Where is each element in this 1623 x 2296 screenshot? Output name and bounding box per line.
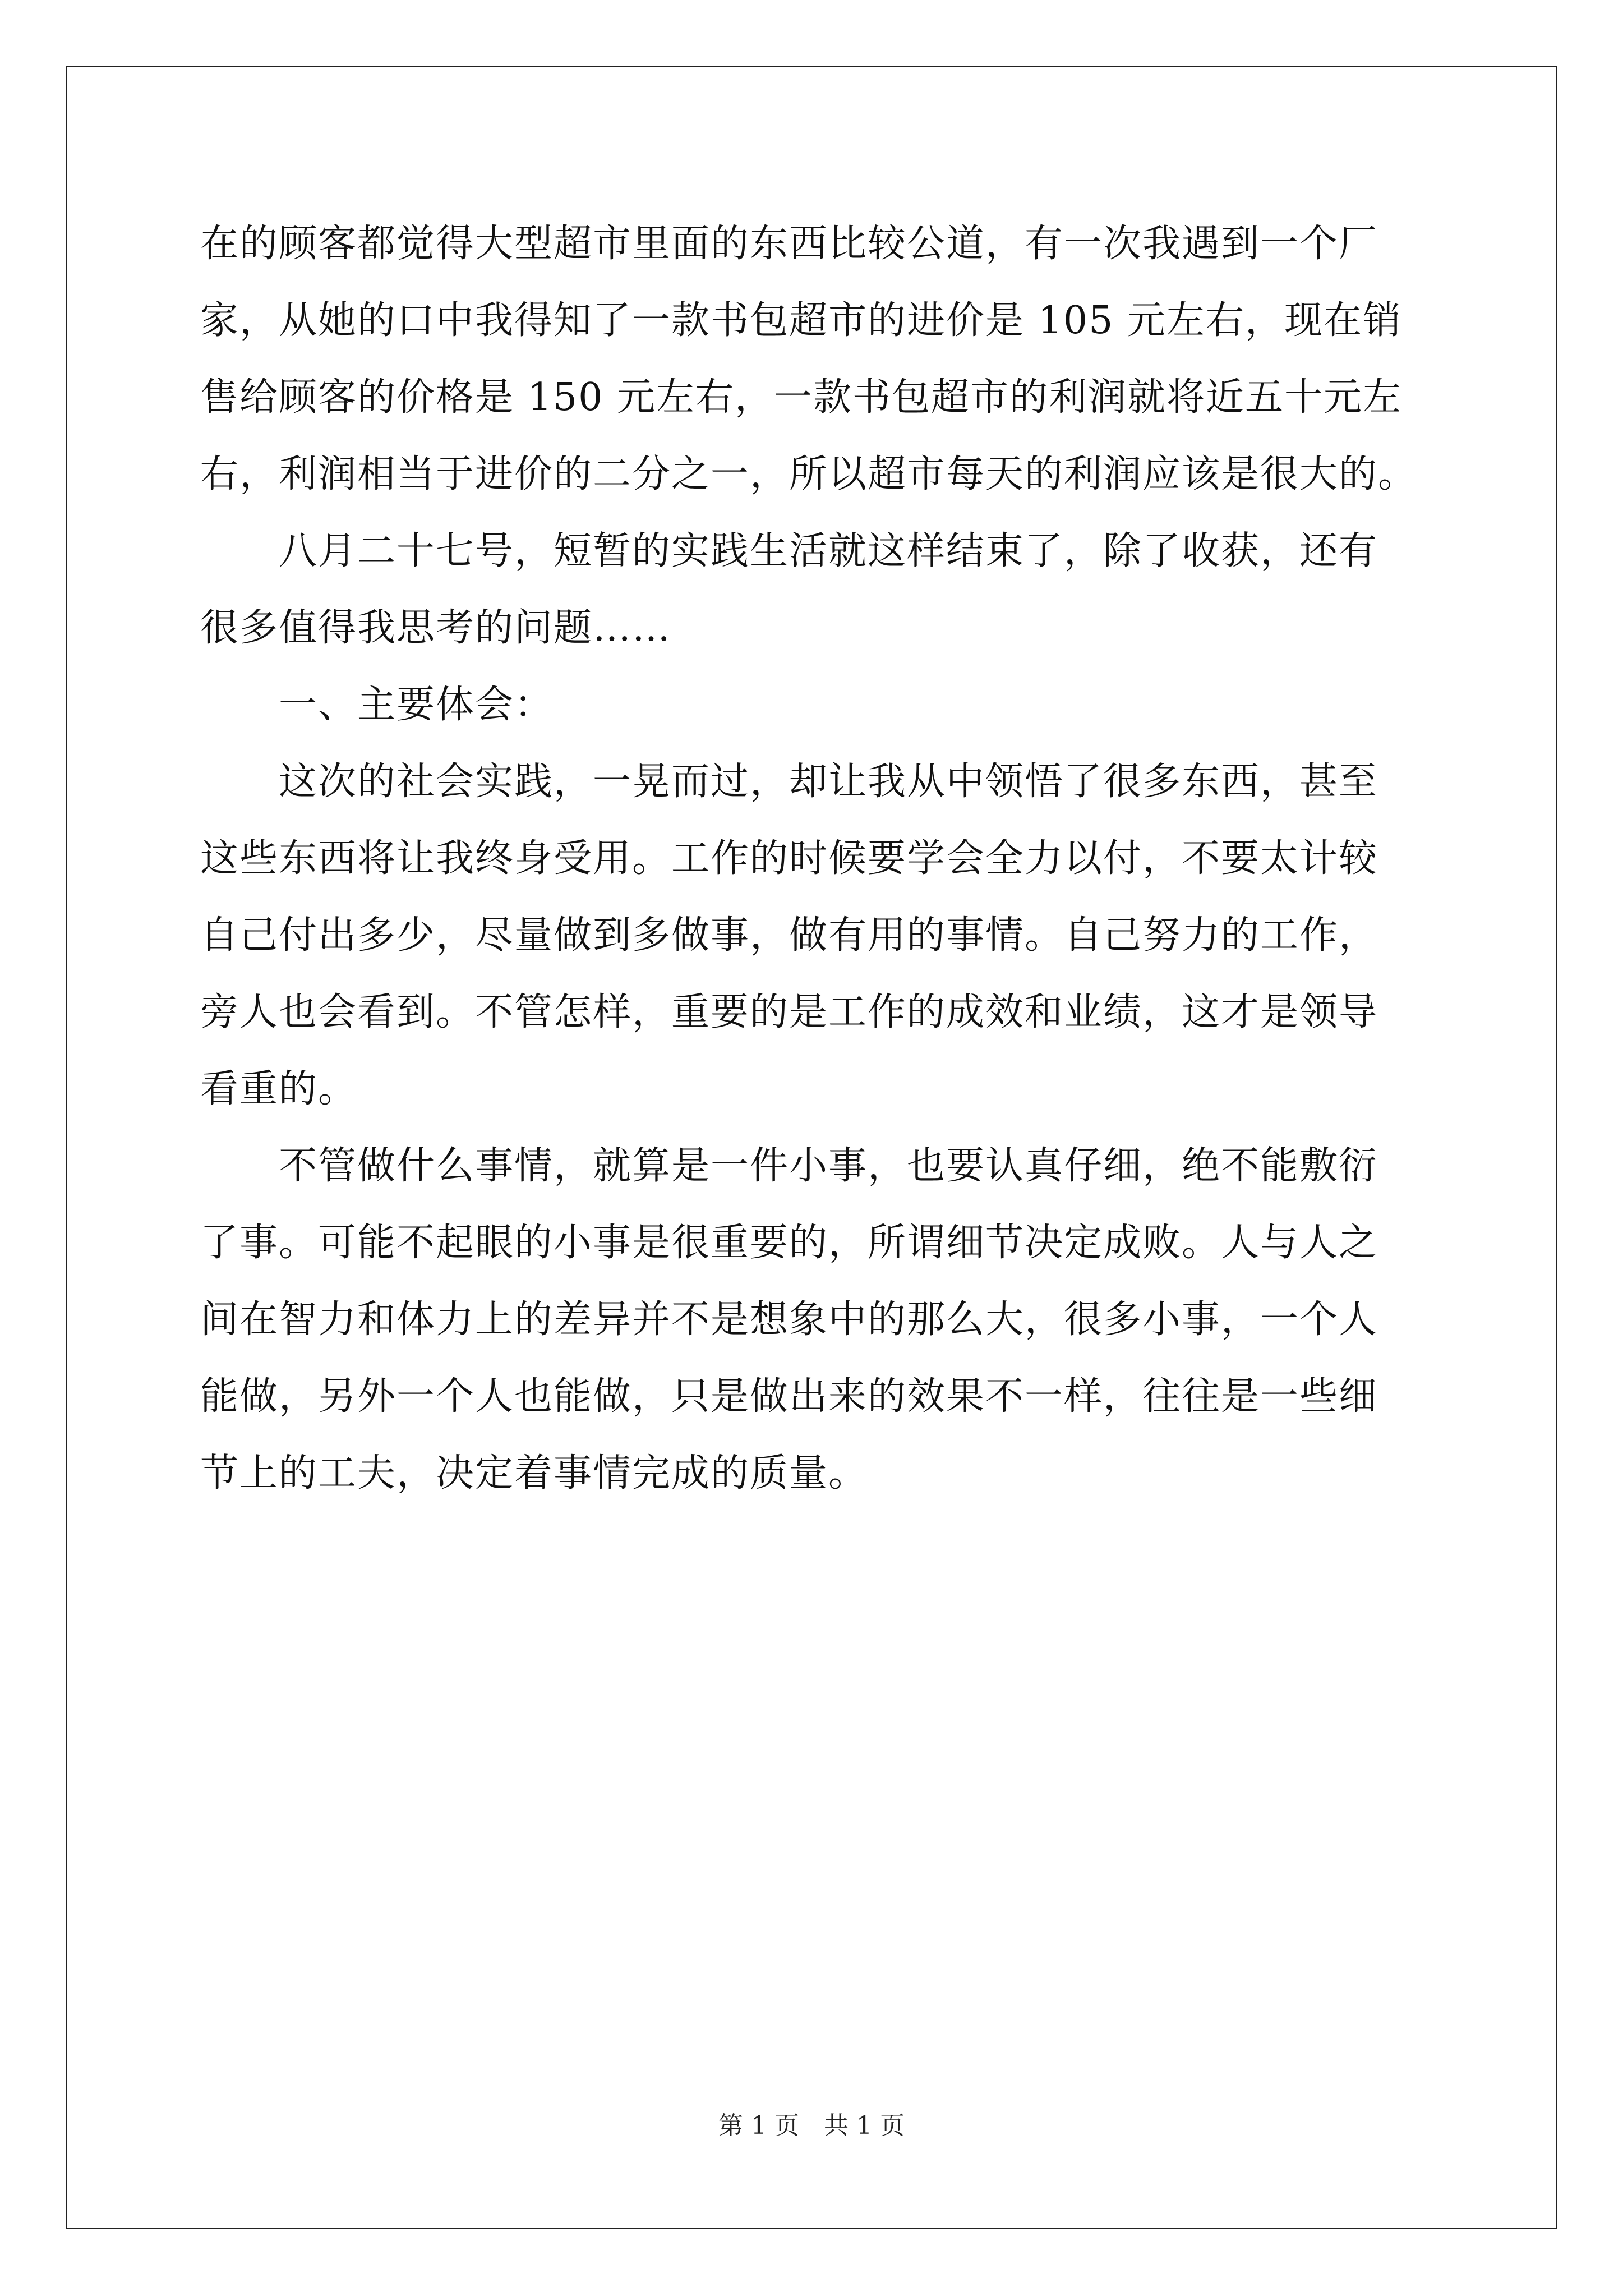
text-line: 售给顾客的价格是 150 元左右，一款书包超市的利润就将近五十元左 bbox=[200, 375, 1403, 420]
text-line: 节上的工夫，决定着事情完成的质量。 bbox=[200, 1451, 868, 1496]
text-line: 旁人也会看到。不管怎样，重要的是工作的成效和业绩，这才是领导 bbox=[200, 990, 1378, 1034]
text-line: 这次的社会实践，一晃而过，却让我从中领悟了很多东西，甚至 bbox=[200, 760, 1378, 804]
text-line: 在的顾客都觉得大型超市里面的东西比较公道，有一次我遇到一个厂 bbox=[200, 222, 1378, 266]
text-line: 这些东西将让我终身受用。工作的时候要学会全力以付，不要太计较 bbox=[200, 836, 1378, 881]
page-number-footer: 第 1 页 共 1 页 bbox=[718, 2111, 905, 2140]
text-line: 了事。可能不起眼的小事是很重要的，所谓细节决定成败。人与人之 bbox=[200, 1221, 1378, 1265]
text-line: 不管做什么事情，就算是一件小事，也要认真仔细，绝不能敷衍 bbox=[200, 1144, 1378, 1188]
text-line: 八月二十七号，短暂的实践生活就这样结束了，除了收获，还有 bbox=[200, 529, 1378, 573]
text-line: 间在智力和体力上的差异并不是想象中的那么大，很多小事，一个人 bbox=[200, 1297, 1378, 1342]
text-line: 家，从她的口中我得知了一款书包超市的进价是 105 元左右，现在销 bbox=[200, 298, 1403, 343]
text-line: 自己付出多少，尽量做到多做事，做有用的事情。自己努力的工作， bbox=[200, 913, 1378, 958]
section-heading: 一、主要体会： bbox=[200, 683, 554, 727]
text-line: 很多值得我思考的问题…… bbox=[200, 606, 672, 650]
text-line: 右，利润相当于进价的二分之一，所以超市每天的利润应该是很大的。 bbox=[200, 452, 1418, 496]
text-line: 看重的。 bbox=[200, 1067, 358, 1111]
text-line: 能做，另外一个人也能做，只是做出来的效果不一样，往往是一些细 bbox=[200, 1374, 1378, 1419]
